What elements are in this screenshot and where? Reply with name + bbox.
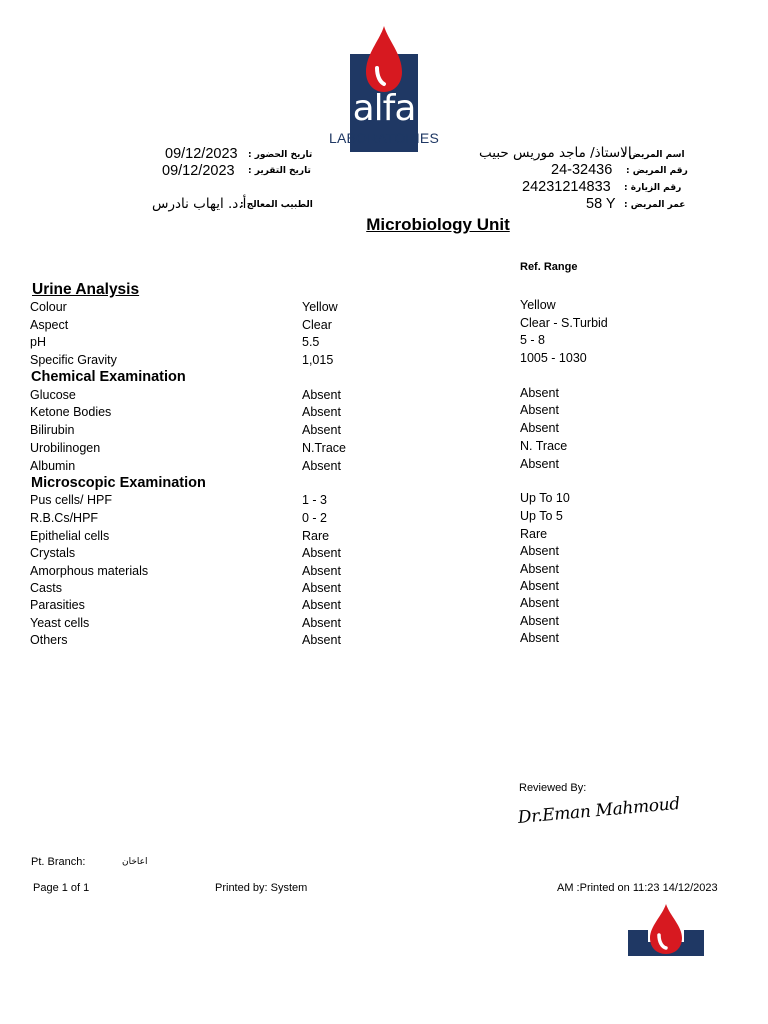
result-row <box>0 633 768 650</box>
test-result: Absent <box>302 405 341 419</box>
patient-number-label: رقم المريض : <box>626 166 688 176</box>
result-row <box>0 546 768 563</box>
test-result: N.Trace <box>302 441 346 455</box>
printed-by: Printed by: System <box>215 882 308 894</box>
patient-age: 58 Y <box>586 196 616 212</box>
reviewer-signature: Dr.Eman Mahmoud <box>517 793 681 828</box>
attendance-date-label: تاريخ الحضور : <box>248 150 313 160</box>
ref-range-header: Ref. Range <box>520 261 578 273</box>
test-result: Yellow <box>302 300 338 314</box>
report-title: Microbiology Unit <box>366 215 510 234</box>
test-result: Absent <box>302 598 341 612</box>
test-name: Specific Gravity <box>30 353 117 367</box>
treating-doctor: أ.د. ايهاب نادرس <box>152 196 247 212</box>
visit-number-label: رقم الزيارة : <box>624 183 682 193</box>
test-ref-range: Yellow <box>520 298 556 312</box>
attendance-date: 09/12/2023 <box>165 146 238 162</box>
test-ref-range: Absent <box>520 631 559 645</box>
test-name: Epithelial cells <box>30 529 110 543</box>
test-name: Glucose <box>30 388 76 402</box>
test-result: Absent <box>302 581 341 595</box>
result-row <box>0 616 768 633</box>
test-name: Colour <box>30 300 67 314</box>
result-row <box>0 405 768 422</box>
visit-number: 24231214833 <box>522 179 611 195</box>
test-name: R.B.Cs/HPF <box>30 511 99 525</box>
result-row <box>0 598 768 615</box>
test-ref-range: N. Trace <box>520 439 568 453</box>
result-row <box>0 441 768 458</box>
test-result: Absent <box>302 423 341 437</box>
result-row <box>0 318 768 335</box>
test-name: Yeast cells <box>30 616 90 630</box>
report-date: 09/12/2023 <box>162 163 235 179</box>
test-name: pH <box>30 335 46 349</box>
test-ref-range: 1005 - 1030 <box>520 351 587 365</box>
result-row <box>0 581 768 598</box>
test-result: Clear <box>302 318 332 332</box>
test-ref-range: Absent <box>520 614 559 628</box>
result-row <box>0 353 768 370</box>
logo-brand-name: alfa <box>352 88 416 129</box>
test-name: Albumin <box>30 459 76 473</box>
result-row <box>0 459 768 476</box>
page-number: Page 1 of 1 <box>33 882 90 894</box>
patient-name: الاستاذ/ ماجد موريس حبيب <box>479 145 632 161</box>
test-result: Absent <box>302 633 341 647</box>
test-result: Absent <box>302 459 341 473</box>
test-name: Others <box>30 633 68 647</box>
test-result: 0 - 2 <box>302 511 328 525</box>
result-row <box>0 423 768 440</box>
report-date-label: تاريخ التقرير : <box>248 166 311 176</box>
result-row <box>0 511 768 528</box>
test-name: Pus cells/ HPF <box>30 493 112 507</box>
result-row <box>0 493 768 510</box>
test-ref-range: Clear - S.Turbid <box>520 316 608 330</box>
test-ref-range: 5 - 8 <box>520 333 546 347</box>
patient-age-label: عمر المريض : <box>624 200 686 210</box>
patient-number: 24-32436 <box>551 162 613 178</box>
result-row <box>0 388 768 405</box>
printed-on: AM :Printed on 11:23 14/12/2023 <box>557 882 718 894</box>
test-name: Ketone Bodies <box>30 405 112 419</box>
test-result: 5.5 <box>302 335 320 349</box>
branch-label: Pt. Branch: <box>31 856 86 868</box>
test-ref-range: Absent <box>520 421 559 435</box>
test-result: 1 - 3 <box>302 493 328 507</box>
test-ref-range: Absent <box>520 579 559 593</box>
test-ref-range: Absent <box>520 544 559 558</box>
section-microscopic-examination: Microscopic Examination <box>31 475 206 491</box>
test-ref-range: Absent <box>520 403 559 417</box>
test-ref-range: Absent <box>520 562 559 576</box>
test-result: 1,015 <box>302 353 334 367</box>
test-name: Aspect <box>30 318 69 332</box>
test-ref-range: Up To 10 <box>520 491 570 505</box>
test-result: Absent <box>302 616 341 630</box>
result-row <box>0 300 768 317</box>
test-name: Amorphous materials <box>30 564 149 578</box>
test-ref-range: Up To 5 <box>520 509 563 523</box>
alfa-small-logo-icon <box>628 902 704 958</box>
test-name: Parasities <box>30 598 85 612</box>
branch-name: اعاخان <box>122 857 148 867</box>
test-ref-range: Absent <box>520 457 559 471</box>
section-urine-analysis: Urine Analysis <box>32 281 140 298</box>
test-name: Urobilinogen <box>30 441 101 455</box>
test-result: Rare <box>302 529 330 543</box>
test-ref-range: Absent <box>520 386 559 400</box>
patient-name-label: اسم المريض : <box>622 150 685 160</box>
logo-subtitle: LABORATORIES <box>328 130 440 146</box>
result-row <box>0 335 768 352</box>
section-chemical-examination: Chemical Examination <box>31 369 186 385</box>
test-name: Crystals <box>30 546 76 560</box>
treating-doctor-label: الطبيب المعالج : <box>240 200 313 210</box>
test-name: Bilirubin <box>30 423 75 437</box>
test-result: Absent <box>302 564 341 578</box>
result-row <box>0 564 768 581</box>
test-ref-range: Rare <box>520 527 548 541</box>
test-ref-range: Absent <box>520 596 559 610</box>
result-row <box>0 529 768 546</box>
reviewed-by-label: Reviewed By: <box>519 782 587 794</box>
test-name: Casts <box>30 581 62 595</box>
test-result: Absent <box>302 388 341 402</box>
test-result: Absent <box>302 546 341 560</box>
alfa-logo <box>322 24 446 148</box>
